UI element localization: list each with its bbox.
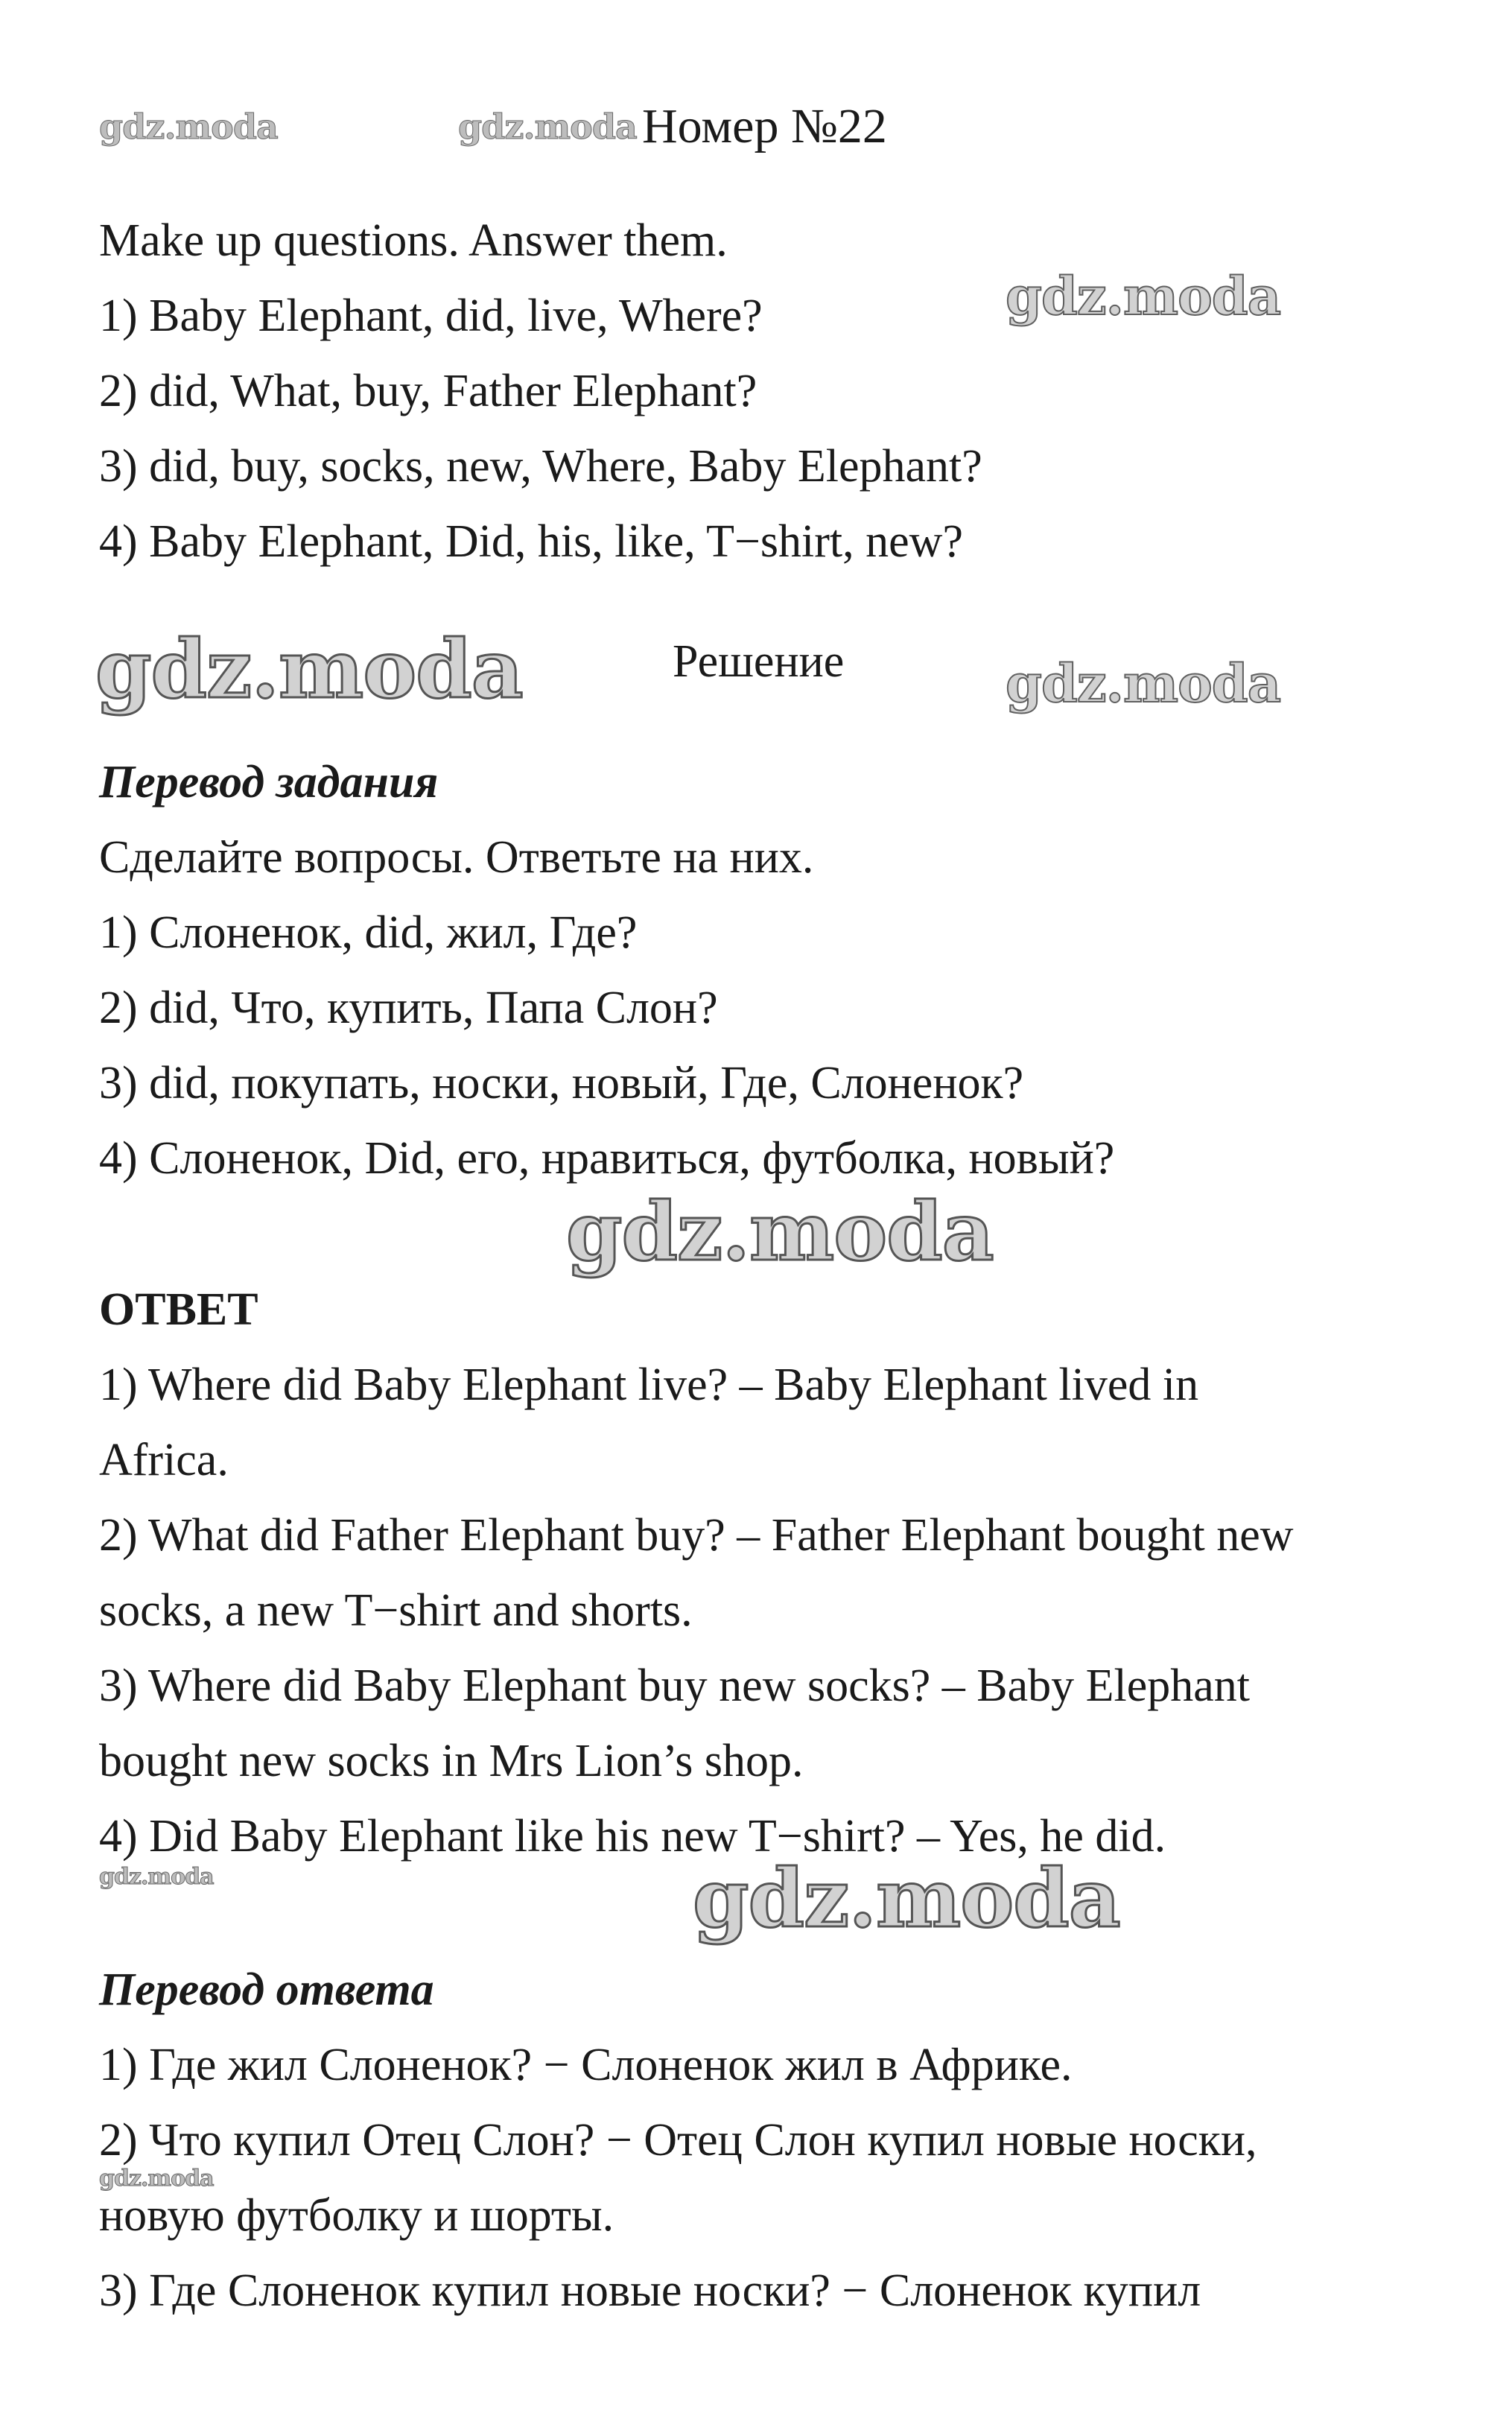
translation-answer-line: 1) Где жил Слоненок? − Слоненок жил в Африке. (99, 2040, 1073, 2090)
watermark-header-center: gdz.moda (458, 107, 637, 147)
translation-task-item: 3) did, покупать, носки, новый, Где, Слоненок? (99, 1058, 1024, 1108)
translation-answer-line: 3) Где Слоненок купил новые носки? − Слоненок купил (99, 2265, 1201, 2316)
answer-line: socks, a new T−shirt and shorts. (99, 1585, 693, 1636)
task-item: 2) did, What, buy, Father Elephant? (99, 366, 757, 416)
watermark-large: gdz.moda (95, 623, 523, 717)
task-item: 4) Baby Elephant, Did, his, like, T−shirt, new? (99, 516, 963, 567)
watermark-small: gdz.moda (99, 1864, 214, 1890)
watermark: gdz.moda (1006, 265, 1281, 327)
watermark-large: gdz.moda (693, 1852, 1120, 1946)
translation-answer-heading: Перевод ответа (99, 1964, 434, 2015)
translation-task-item: 1) Слоненок, did, жил, Где? (99, 907, 638, 958)
task-item: 3) did, buy, socks, new, Where, Baby Elephant? (99, 441, 982, 492)
watermark: gdz.moda (1006, 653, 1281, 714)
solution-label: Решение (673, 636, 845, 687)
answer-heading: ОТВЕТ (99, 1284, 258, 1335)
answer-line: 1) Where did Baby Elephant live? – Baby Elephant lived in (99, 1360, 1199, 1410)
task-item: 1) Baby Elephant, did, live, Where? (99, 291, 763, 341)
translation-task-item: 4) Слоненок, Did, его, нравиться, футболка, новый? (99, 1133, 1115, 1184)
translation-answer-line: новую футболку и шорты. (99, 2190, 614, 2241)
watermark-large: gdz.moda (566, 1185, 994, 1279)
answer-line: 2) What did Father Elephant buy? – Father Elephant bought new (99, 1510, 1294, 1561)
answer-line: Africa. (99, 1435, 229, 1485)
answer-line: 3) Where did Baby Elephant buy new socks? – Baby Elephant (99, 1660, 1251, 1711)
translation-task-heading: Перевод задания (99, 757, 439, 808)
task-intro: Make up questions. Answer them. (99, 215, 728, 266)
translation-answer-line: 2) Что купил Отец Слон? − Отец Слон купил новые носки, (99, 2115, 1257, 2166)
answer-line: 4) Did Baby Elephant like his new T−shirt? – Yes, he did. (99, 1811, 1166, 1862)
translation-task-intro: Сделайте вопросы. Ответьте на них. (99, 832, 814, 883)
page-title: Номер №22 (642, 99, 887, 153)
answer-line: bought new socks in Mrs Lion’s shop. (99, 1736, 804, 1786)
watermark-header-left: gdz.moda (99, 107, 278, 147)
translation-task-item: 2) did, Что, купить, Папа Слон? (99, 983, 718, 1033)
watermark-small: gdz.moda (99, 2166, 214, 2192)
